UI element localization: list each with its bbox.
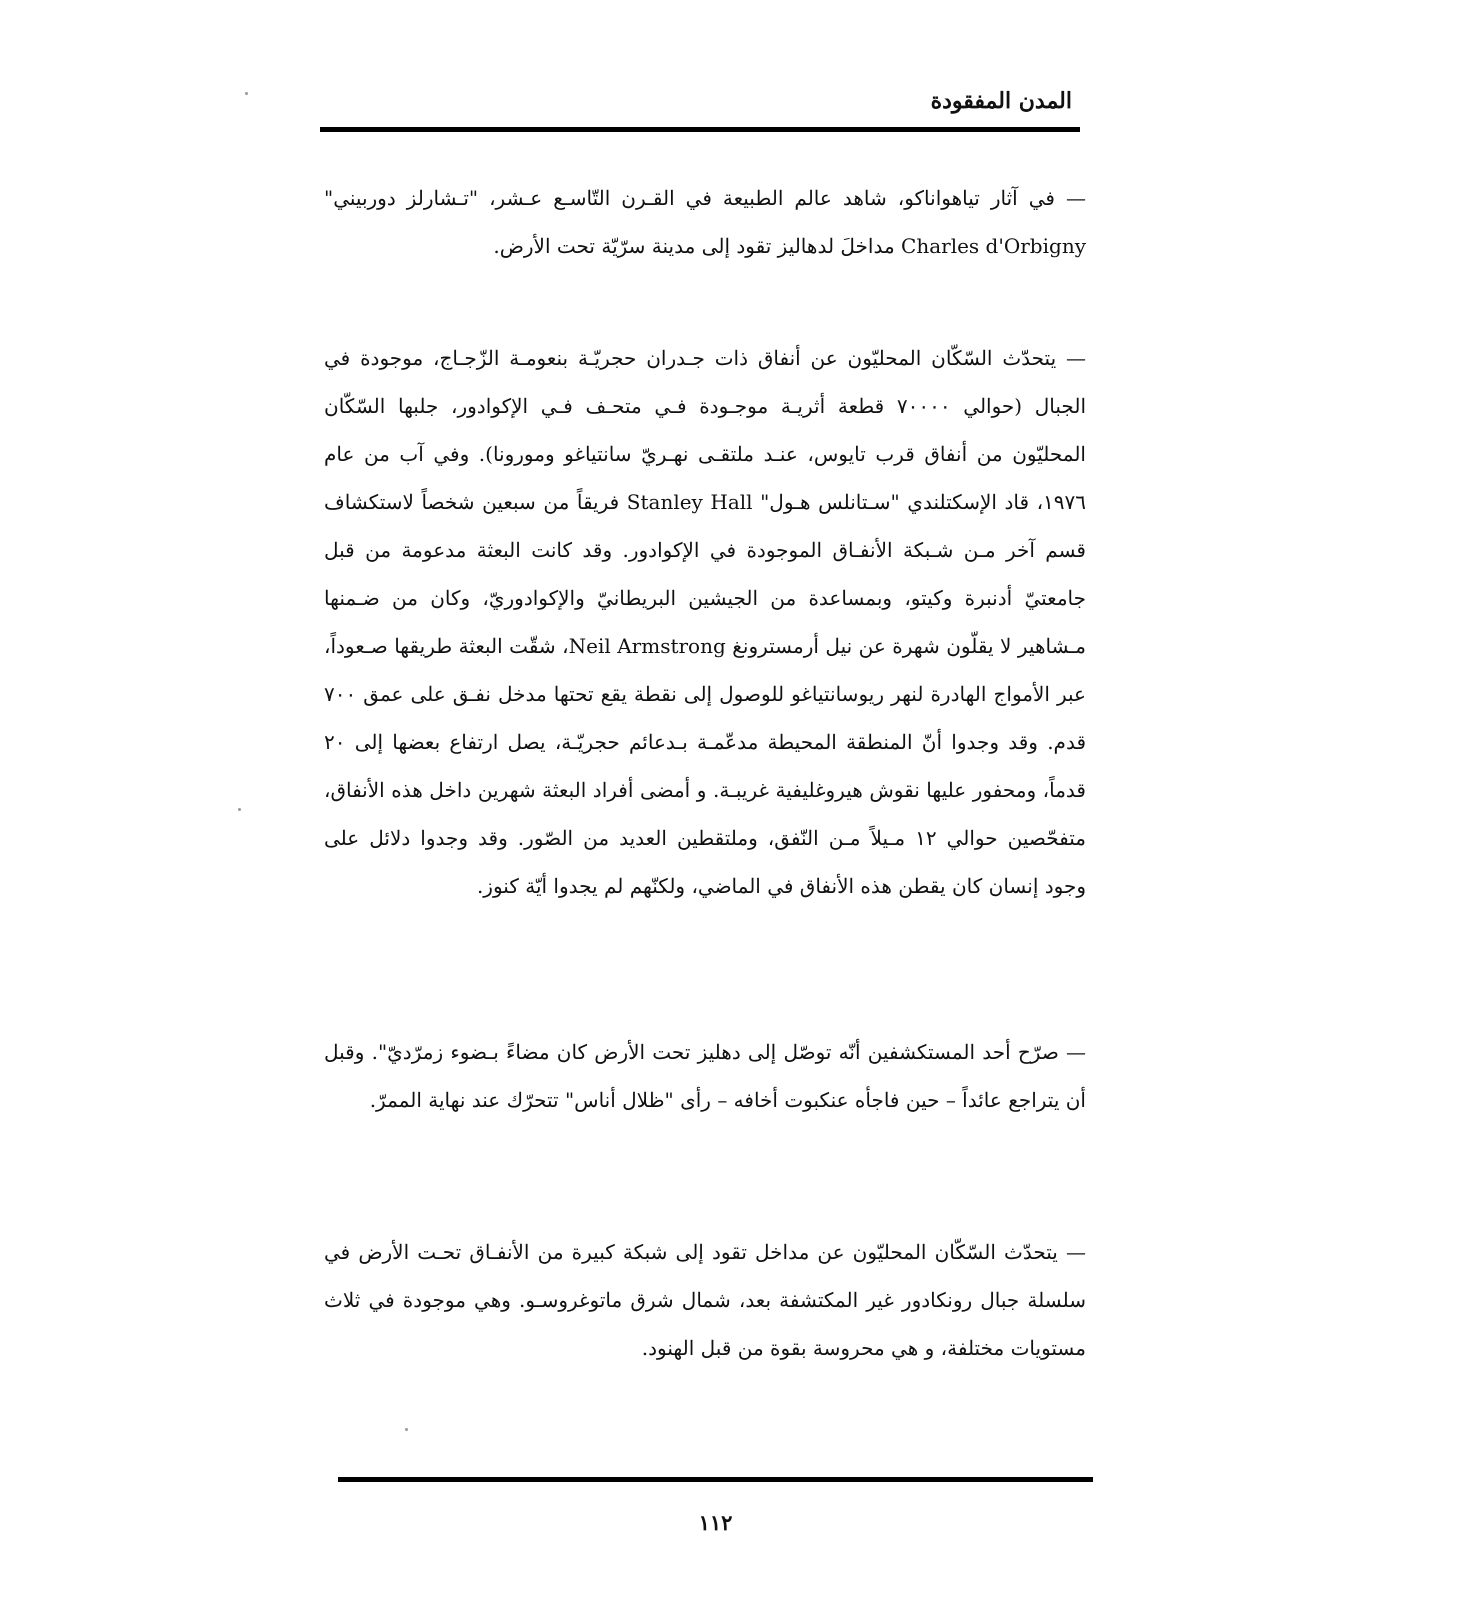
- paragraph-roncador-tunnels: — يتحدّث السّكّان المحليّون عن مداخل تقود إلى شبكة كبيرة من الأنفـاق تحـت الأرض في سلسلة جبال رونكادور غير المكتشفة بعد، شمال شرق ماتوغروسـو. وهي موجودة في ثلاث مستويات مختلفة، و هي محروسة بقوة من قبل الهنود.: [324, 1240, 1086, 1360]
- paragraph-stanley-hall-expedition: — يتحدّث السّكّان المحليّون عن أنفاق ذات جـدران حجريّـة بنعومـة الزّجـاج، موجودة في الجبال (حوالي ٧٠٠٠٠ قطعة أثريـة موجـودة فـي متحـف فـي الإكوادور، جلبها السّكّان المحليّون من أنفاق قرب تايوس، عنـد ملتقـى نهـريّ سانتياغو ومورونا). وفي آب من عام ١٩٧٦، قاد الإسكتلندي "سـتانلس هـول" Stanley Hall فريقاً من سبعين شخصاً لاستكشاف قسم آخر مـن شـبكة الأنفـاق الموجودة في الإكوادور. وقد كانت البعثة مدعومة من قبل جامعتيّ أدنبرة وكيتو، وبمساعدة من الجيشين البريطانيّ والإكوادوريّ، وكان من ضـمنها مـشاهير لا يقلّون شهرة عن نيل أرمسترونغ Neil Armstrong، شقّت البعثة طريقها صـعوداً، عبر الأمواج الهادرة لنهر ريوسانتياغو للوصول إلى نقطة يقع تحتها مدخل نفـق على عمق ٧٠٠ قدم. وقد وجدوا أنّ المنطقة المحيطة مدعّمـة بـدعائم حجريّـة، يصل ارتفاع بعضها إلى ٢٠ قدماً، ومحفور عليها نقوش هيروغليفية غريبـة. و أمضى أفراد البعثة شهرين داخل هذه الأنفاق، متفحّصين حوالي ١٢ مـيلاً مـن النّفق، وملتقطين العديد من الصّور. وقد وجدوا دلائل على وجود إنسان كان يقطن هذه الأنفاق في الماضي، ولكنّهم لم يجدوا أيّة كنوز.: [324, 346, 1087, 898]
- scan-speck: [238, 808, 241, 811]
- page-header: [320, 82, 1072, 122]
- page-number: ١١٢: [698, 1510, 733, 1535]
- running-title: المدن المفقودة: [930, 88, 1072, 114]
- paragraph-emerald-tunnel: — صرّح أحد المستكشفين أنّه توصّل إلى دهليز تحت الأرض كان مضاءً بـضوء زمرّديّ". وقبل أن يتراجع عائداً – حين فاجأه عنكبوت أخافه – رأى "ظلال أناس" تتحرّك عند نهاية الممرّ.: [324, 1040, 1086, 1112]
- footer-rule: [338, 1477, 1093, 1482]
- scan-speck: [405, 1428, 408, 1431]
- scan-speck: [245, 92, 248, 95]
- paragraph-dorbigny: — في آثار تياهواناكو، شاهد عالم الطبيعة في القـرن التّاسـع عـشر، "تـشارلز دوربيني" Charles d'Orbigny مداخلَ لدهاليز تقود إلى مدينة سرّيّة تحت الأرض.: [324, 186, 1086, 258]
- header-rule: [320, 127, 1080, 132]
